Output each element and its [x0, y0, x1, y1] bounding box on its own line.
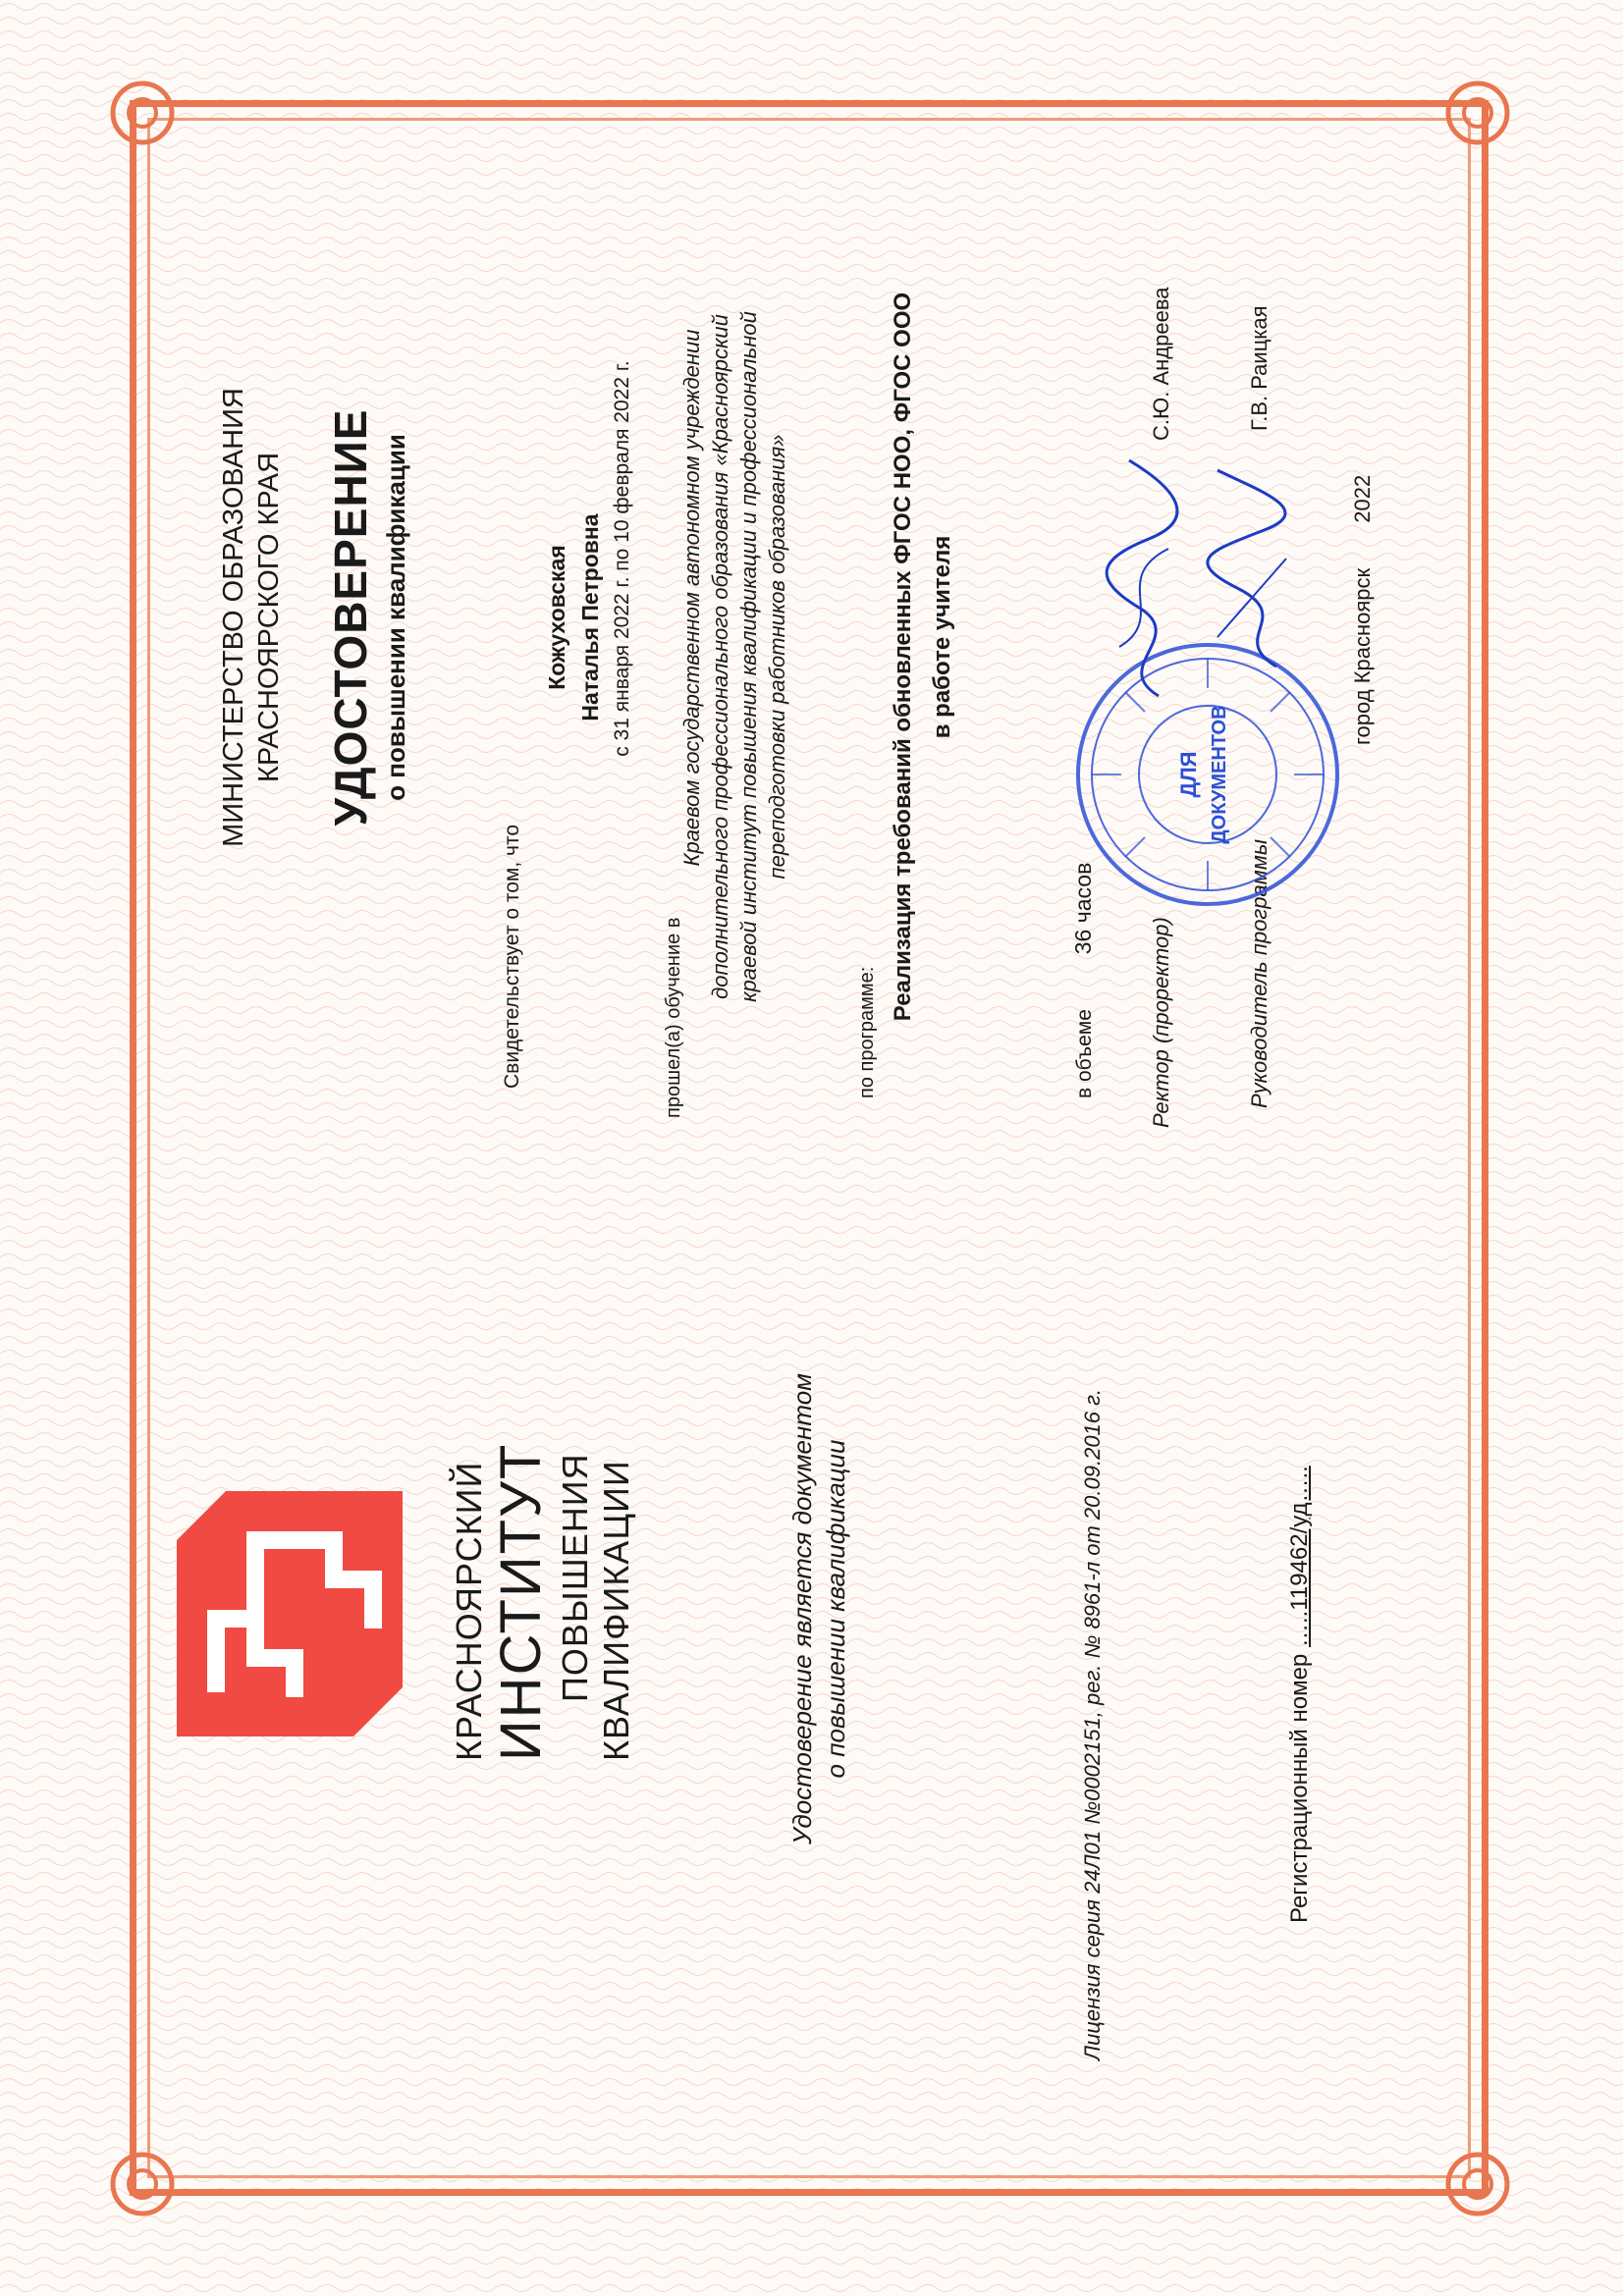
program-line2: в работе учителя — [929, 535, 955, 739]
stamp-center-line2: ДОКУМЕНТОВ — [1209, 705, 1230, 844]
city: город Красноярск — [1350, 567, 1375, 745]
ministry-line1: МИНИСТЕРСТВО ОБРАЗОВАНИЯ — [218, 388, 249, 847]
institute-logo-icon — [177, 1491, 403, 1736]
institution-line1: Краевом государственном автономном учреждении — [679, 329, 704, 867]
registration-number — [1286, 1466, 1314, 1923]
rector-name: С.Ю. Андреева — [1149, 287, 1173, 441]
recipient-surname: Кожуховская — [544, 545, 569, 690]
volume-label: в объеме — [1073, 1009, 1096, 1098]
head-label: Руководитель программы — [1247, 838, 1271, 1108]
recipient-name — [540, 451, 607, 784]
year: 2022 — [1350, 474, 1375, 523]
ministry-line2: КРАСНОЯРСКОГО КРАЯ — [253, 452, 285, 783]
certifies-text: Свидетельствует о том, что — [501, 824, 523, 1089]
institution-line3: краевой институт повышения квалификации и профессиональной — [736, 311, 761, 1002]
institute-name-line2: ИНСТИТУТ — [489, 1442, 553, 1761]
head-signature-icon — [1198, 460, 1306, 676]
registration-value: …..119462/уд….. — [1286, 1466, 1313, 1648]
institute-name-line1: КРАСНОЯРСКИЙ — [449, 1461, 489, 1761]
head-name: Г.В. Раицкая — [1247, 305, 1271, 431]
city-year — [1350, 475, 1376, 745]
program-line1: Реализация требований обновленных ФГОС НОО, ФГОС ООО — [890, 292, 916, 1022]
certificate-title: УДОСТОВЕРЕНИЕ — [325, 408, 376, 827]
document-note — [785, 1255, 852, 1962]
ministry-header — [216, 323, 287, 912]
training-period: с 31 января 2022 г. по 10 февраля 2022 г. — [611, 360, 633, 757]
program-title — [884, 215, 962, 1098]
institute-name-line3: ПОВЫШЕНИЯ — [555, 1453, 595, 1702]
institute-name-line4: КВАЛИФИКАЦИИ — [596, 1460, 636, 1761]
rector-label: Ректор (проректор) — [1149, 917, 1173, 1128]
document-note-line1: Удостоверение является документом — [787, 1373, 817, 1844]
registration-label: Регистрационный номер — [1286, 1653, 1313, 1923]
license-text: Лицензия серия 24Л01 №0002151, рег. № 8961-л от 20.09.2016 г. — [1080, 1388, 1105, 2060]
institution-text — [677, 186, 791, 1128]
program-label: по программе: — [856, 966, 878, 1098]
rector-signature-icon — [1090, 451, 1198, 706]
trained-label: прошел(а) обучение в — [663, 917, 684, 1118]
institution-line4: переподготовки работников образования» — [765, 434, 789, 880]
stamp-center-line1: ДЛЯ — [1176, 751, 1201, 798]
institution-line2: дополнительного профессионального образования «Красноярский — [708, 314, 732, 999]
document-note-line2: о повышении квалификации — [821, 1439, 850, 1779]
certificate-subtitle: о повышении квалификации — [381, 434, 410, 801]
volume-value: 36 часов — [1070, 862, 1096, 955]
recipient-given-names: Наталья Петровна — [577, 513, 603, 721]
institute-name — [449, 1442, 636, 1761]
